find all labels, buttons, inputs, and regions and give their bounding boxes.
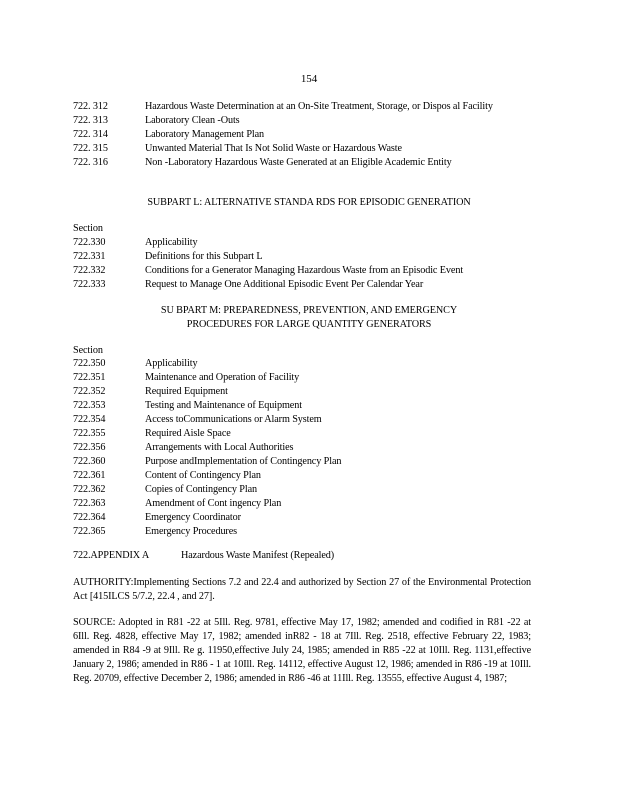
section-title: Content of Contingency Plan	[145, 470, 261, 481]
toc-row	[73, 128, 533, 142]
section-number: 722.360	[73, 456, 106, 467]
toc-row	[73, 469, 533, 483]
section-title: Laboratory Management Plan	[145, 129, 265, 140]
toc-row	[73, 413, 533, 427]
toc-row	[73, 455, 533, 469]
section-number: 722.330	[73, 237, 106, 248]
toc-row	[73, 250, 533, 264]
section-number: 722. 316	[73, 157, 108, 168]
toc-row	[73, 142, 533, 156]
section-title: Emergency Coordinator	[145, 512, 241, 523]
toc-row	[73, 236, 533, 250]
toc-row	[73, 427, 533, 441]
section-title: Emergency Procedures	[145, 526, 238, 537]
appendix-entry	[73, 549, 533, 563]
section-number: 722.363	[73, 498, 106, 509]
subpart-m-section-list	[73, 357, 533, 539]
section-title: Applicability	[145, 237, 198, 248]
toc-row	[73, 357, 533, 371]
toc-row	[73, 399, 533, 413]
toc-row	[73, 264, 533, 278]
appendix-number: 722.APPENDIX A	[73, 550, 150, 561]
section-number: 722.351	[73, 372, 106, 383]
section-number: 722. 314	[73, 129, 108, 140]
section-title: Required Equipment	[145, 386, 228, 397]
top-section-list	[73, 100, 533, 170]
section-number: 722.350	[73, 358, 106, 369]
section-title: Non -Laboratory Hazardous Waste Generated at an Eligible Academic Entity	[145, 157, 452, 168]
section-number: 722.352	[73, 386, 106, 397]
page-number: 154	[300, 73, 318, 85]
section-number: 722.365	[73, 526, 106, 537]
section-title: Conditions for a Generator Managing Hazardous Waste from an Episodic Event	[145, 265, 464, 276]
section-title: Laboratory Clean -Outs	[145, 115, 240, 126]
section-title: Unwanted Material That Is Not Solid Waste or Hazardous Waste	[145, 143, 402, 154]
section-number: 722.361	[73, 470, 106, 481]
source-paragraph: SOURCE: Adopted in R81 -22 at 5Ill. Reg. 9781, effective May 17, 1982; amended and codified in R81 -22 at 6Ill. Reg. 4828, effective May 17, 1982; amended inR82 - 18 at 7Ill. Reg. 2518, effective February 22, 1983; amended in R84 -9 at 9Ill. Re g. 11950,effective July 24, 1985; amended in R85 -22 at 10Ill. Reg. 1131,effective January 2, 1986; amended in R86 - 1 at 10Ill. Reg. 14112, effective August 12, 1986; amended in R86 -19 at 10Ill. Reg. 20709, effective December 2, 1986; amended in R86 -46 at 11Ill. Reg. 13555, effective August 4, 1987;	[73, 617, 531, 684]
subpart-m-heading: SU BPART M: PREPAREDNESS, PREVENTION, AND EMERGENCY	[160, 305, 458, 316]
section-number: 722.332	[73, 265, 106, 276]
section-title: Maintenance and Operation of Facility	[145, 372, 300, 383]
section-title: Testing and Maintenance of Equipment	[145, 400, 302, 411]
section-label: Section	[73, 223, 103, 234]
toc-row	[73, 114, 533, 128]
toc-row	[73, 385, 533, 399]
section-label: Section	[73, 345, 103, 356]
section-number: 722.364	[73, 512, 106, 523]
section-number: 722.362	[73, 484, 106, 495]
section-title: Hazardous Waste Determination at an On-Site Treatment, Storage, or Dispos al Facility	[145, 101, 493, 112]
authority-paragraph: AUTHORITY:Implementing Sections 7.2 and 22.4 and authorized by Section 27 of the Environmental Protection Act [415ILCS 5/7.2, 22.4 , and 27].	[73, 577, 531, 602]
section-number: 722.331	[73, 251, 106, 262]
toc-row	[73, 483, 533, 497]
section-number: 722.356	[73, 442, 106, 453]
toc-row	[73, 100, 533, 114]
section-title: Purpose andImplementation of Contingency Plan	[145, 456, 342, 467]
appendix-title: Hazardous Waste Manifest (Repealed)	[181, 550, 335, 561]
section-title: Definitions for this Subpart L	[145, 251, 263, 262]
section-title: Request to Manage One Additional Episodic Event Per Calendar Year	[145, 279, 424, 290]
section-title: Copies of Contingency Plan	[145, 484, 257, 495]
subpart-m-heading-continued: PROCEDURES FOR LARGE QUANTITY GENERATORS	[186, 319, 432, 330]
section-number: 722.353	[73, 400, 106, 411]
toc-row	[73, 156, 533, 170]
toc-row	[73, 511, 533, 525]
section-number: 722.333	[73, 279, 106, 290]
section-number: 722.354	[73, 414, 106, 425]
section-title: Applicability	[145, 358, 198, 369]
section-title: Access toCommunications or Alarm System	[145, 414, 322, 425]
toc-row	[73, 497, 533, 511]
subpart-l-section-list	[73, 236, 533, 292]
section-number: 722. 315	[73, 143, 108, 154]
toc-row	[73, 441, 533, 455]
toc-row	[73, 278, 533, 292]
section-title: Arrangements with Local Authorities	[145, 442, 294, 453]
section-title: Amendment of Cont ingency Plan	[145, 498, 282, 509]
toc-row	[73, 371, 533, 385]
section-number: 722. 313	[73, 115, 108, 126]
toc-row	[73, 549, 533, 563]
subpart-l-heading: SUBPART L: ALTERNATIVE STANDA RDS FOR EPISODIC GENERATION	[147, 197, 471, 208]
toc-row	[73, 525, 533, 539]
section-number: 722.355	[73, 428, 106, 439]
section-title: Required Aisle Space	[145, 428, 231, 439]
section-number: 722. 312	[73, 101, 108, 112]
